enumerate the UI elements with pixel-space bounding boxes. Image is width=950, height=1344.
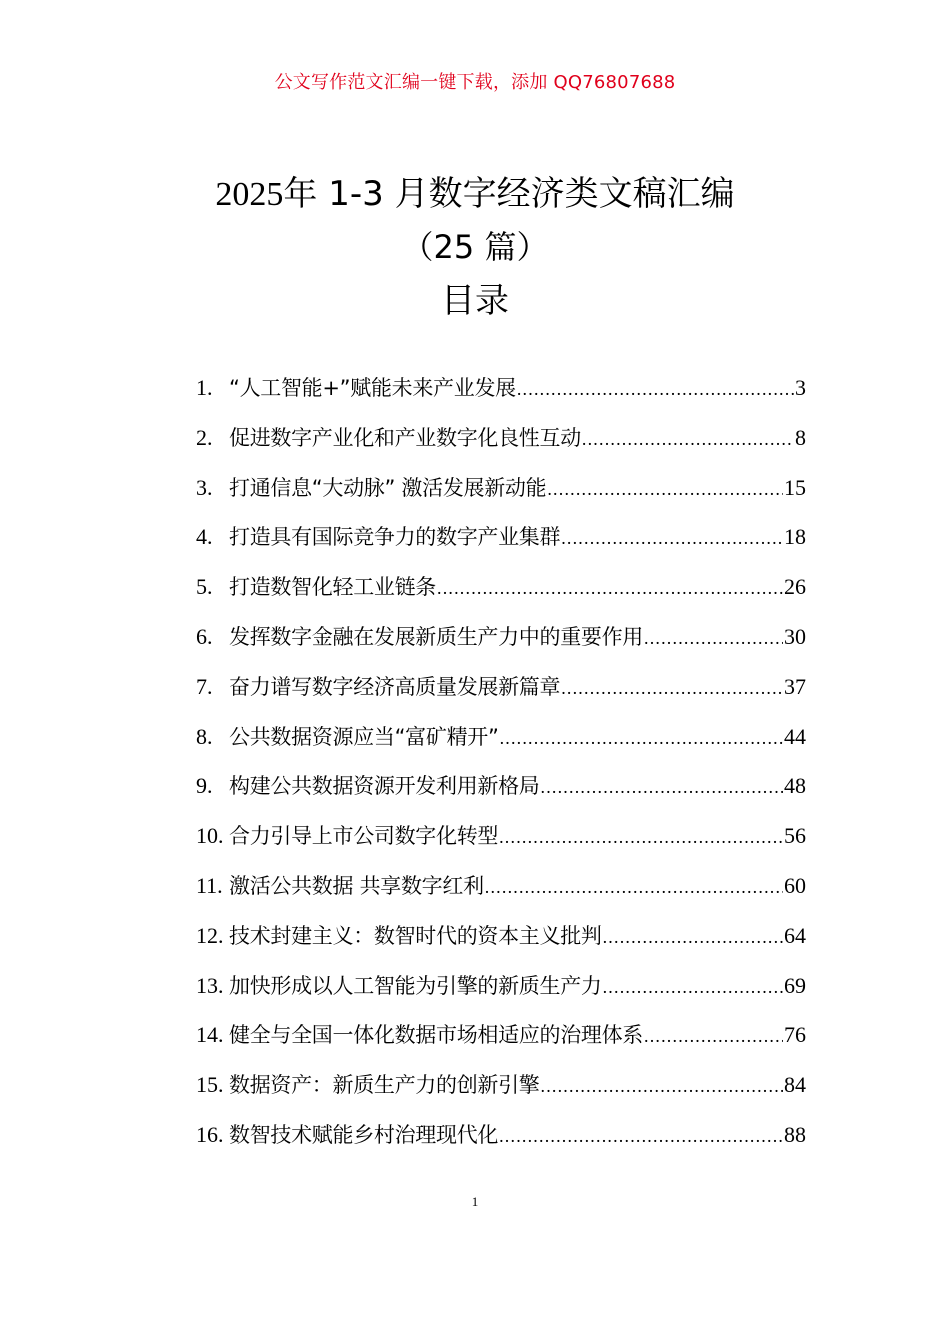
toc-entry[interactable] xyxy=(196,920,806,970)
toc-entry-page: 56 xyxy=(784,823,806,849)
toc-entry-page: 69 xyxy=(784,972,806,998)
toc-entry-number: 6. xyxy=(196,623,213,649)
toc-entry-title: 打通信息“大动脉” 激活发展新动能 xyxy=(229,475,547,500)
title-rest: 年 1-3 月数字经济类文稿汇编 xyxy=(283,174,735,214)
toc-entry-number: 16. xyxy=(196,1121,224,1147)
toc-entry-title: 加快形成以人工智能为引擎的新质生产力 xyxy=(229,973,602,998)
toc-entry-number: 13. xyxy=(196,972,224,998)
toc-entry-page: 8 xyxy=(795,424,806,450)
document-title xyxy=(0,168,950,221)
toc-entry-title: 健全与全国一体化数据市场相适应的治理体系 xyxy=(229,1023,643,1048)
toc-dot-leader xyxy=(561,678,783,699)
title-block xyxy=(0,168,950,325)
toc-entry-page: 60 xyxy=(784,872,806,898)
toc-entry[interactable] xyxy=(196,521,806,571)
toc-entry[interactable] xyxy=(196,372,806,422)
toc-entry-number: 8. xyxy=(196,723,213,749)
toc-entry-number: 12. xyxy=(196,922,224,948)
toc-entry-title: 公共数据资源应当“富矿精开” xyxy=(229,724,499,749)
table-of-contents xyxy=(196,372,806,1169)
page-number: 1 xyxy=(471,1194,479,1209)
toc-entry-page: 26 xyxy=(784,574,806,600)
toc-entry[interactable] xyxy=(196,422,806,472)
toc-dot-leader xyxy=(541,777,784,798)
toc-entry-page: 15 xyxy=(784,474,806,500)
toc-entry-title: 合力引导上市公司数字化转型 xyxy=(229,824,499,849)
toc-entry[interactable] xyxy=(196,472,806,522)
toc-entry[interactable] xyxy=(196,671,806,721)
toc-entry-title: 构建公共数据资源开发利用新格局 xyxy=(229,774,540,799)
toc-dot-leader xyxy=(644,628,783,649)
toc-entry-title: 打造数智化轻工业链条 xyxy=(229,575,436,600)
toc-entry-number: 1. xyxy=(196,375,213,400)
toc-dot-leader xyxy=(437,578,783,599)
toc-entry-page: 88 xyxy=(784,1121,806,1147)
toc-entry-page: 3 xyxy=(795,375,806,400)
toc-entry[interactable] xyxy=(196,1019,806,1069)
toc-entry-page: 18 xyxy=(784,524,806,550)
toc-dot-leader xyxy=(603,977,783,998)
toc-entry-title: 奋力谱写数字经济高质量发展新篇章 xyxy=(229,674,561,699)
toc-entry-title: 打造具有国际竞争力的数字产业集群 xyxy=(229,525,561,550)
toc-entry-title: 发挥数字金融在发展新质生产力中的重要作用 xyxy=(229,624,643,649)
toc-entry-title: “人工智能+”赋能未来产业发展 xyxy=(229,376,516,400)
toc-entry-number: 5. xyxy=(196,574,213,600)
toc-entry-title: 技术封建主义：数智时代的资本主义批判 xyxy=(229,923,602,948)
toc-dot-leader xyxy=(499,1126,783,1147)
toc-entry[interactable] xyxy=(196,870,806,920)
toc-entry-page: 37 xyxy=(784,673,806,699)
toc-dot-leader xyxy=(500,728,783,749)
toc-dot-leader xyxy=(517,379,794,400)
toc-entry[interactable] xyxy=(196,1119,806,1169)
toc-dot-leader xyxy=(499,827,783,848)
toc-dot-leader xyxy=(603,927,783,948)
toc-entry-number: 4. xyxy=(196,524,213,550)
toc-entry-number: 9. xyxy=(196,773,213,799)
toc-entry-number: 2. xyxy=(196,424,213,450)
toc-dot-leader xyxy=(547,479,783,500)
toc-entry-page: 30 xyxy=(784,623,806,649)
toc-entry-page: 44 xyxy=(784,723,806,749)
toc-dot-leader xyxy=(644,1026,783,1047)
toc-entry[interactable] xyxy=(196,770,806,820)
toc-entry[interactable] xyxy=(196,970,806,1020)
toc-entry[interactable] xyxy=(196,820,806,870)
toc-entry-page: 48 xyxy=(784,773,806,799)
title-year: 2025 xyxy=(215,176,284,213)
document-count: （25 篇） xyxy=(401,228,549,266)
toc-entry-number: 10. xyxy=(196,823,224,849)
toc-entry-number: 14. xyxy=(196,1022,224,1048)
toc-entry-title: 激活公共数据 共享数字红利 xyxy=(229,873,484,898)
toc-entry-title: 数智技术赋能乡村治理现代化 xyxy=(229,1122,499,1147)
toc-entry[interactable] xyxy=(196,571,806,621)
toc-entry[interactable] xyxy=(196,721,806,771)
toc-entry-title: 促进数字产业化和产业数字化良性互动 xyxy=(229,425,581,450)
toc-dot-leader xyxy=(561,528,783,549)
toc-entry-number: 15. xyxy=(196,1072,224,1098)
toc-entry-title: 数据资产：新质生产力的创新引擎 xyxy=(229,1073,540,1098)
header-download-note: 公文写作范文汇编一键下载，添加 QQ76807688 xyxy=(274,72,676,93)
toc-heading: 目录 xyxy=(441,281,509,321)
toc-entry-number: 3. xyxy=(196,474,213,500)
toc-entry-number: 11. xyxy=(196,872,223,898)
toc-entry[interactable] xyxy=(196,1069,806,1119)
toc-dot-leader xyxy=(541,1076,784,1097)
toc-entry-page: 64 xyxy=(784,922,806,948)
toc-dot-leader xyxy=(485,877,783,898)
toc-entry[interactable] xyxy=(196,621,806,671)
toc-entry-page: 76 xyxy=(784,1022,806,1048)
toc-entry-number: 7. xyxy=(196,673,213,699)
toc-entry-page: 84 xyxy=(784,1072,806,1098)
toc-dot-leader xyxy=(582,429,794,450)
